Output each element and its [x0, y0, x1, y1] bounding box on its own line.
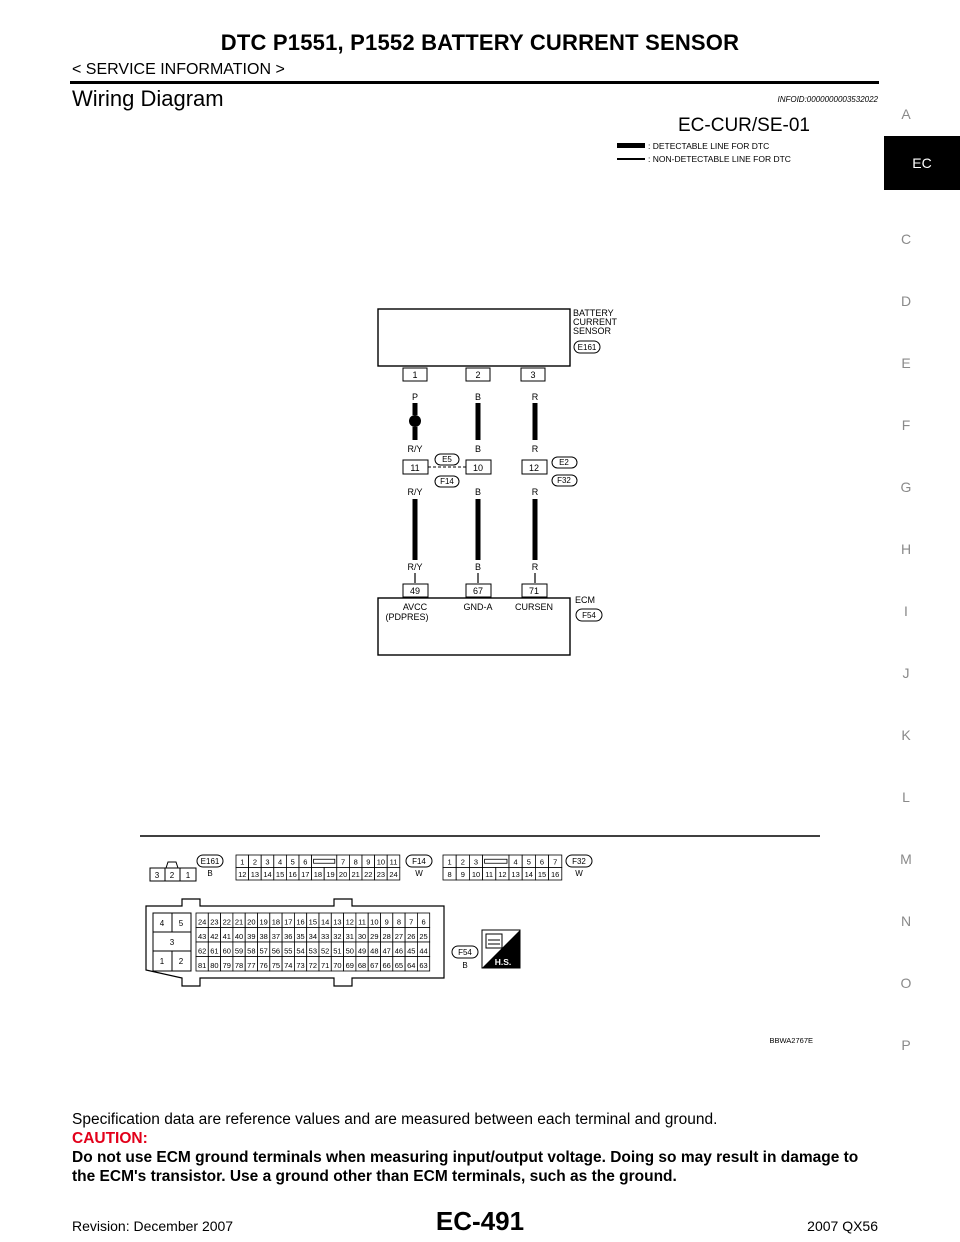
connector-pin-label: 14	[524, 870, 533, 879]
connector-pin-label: 24	[197, 917, 207, 927]
connector-pin-label: 9	[366, 857, 371, 867]
connector-pin-label: 39	[247, 932, 256, 941]
connector-pin-label: 7	[409, 917, 414, 927]
connector-pin-label: 32	[333, 932, 342, 941]
side-index-letter-active[interactable]: EC	[884, 136, 960, 190]
connector-pin-label: 70	[333, 961, 342, 970]
connector-pin-label: 74	[284, 961, 293, 970]
connector-pin-label: 45	[407, 946, 416, 956]
connector-pin-label: 77	[247, 961, 256, 970]
ecm-terminal-name: GND-A	[463, 602, 493, 612]
section-subtitle: < SERVICE INFORMATION >	[72, 61, 285, 78]
connector-pin-label: 16	[551, 870, 560, 879]
connector-pin-label: 19	[326, 870, 335, 879]
side-index-letter[interactable]: C	[900, 231, 912, 247]
connector-pin-label: 10	[370, 917, 379, 927]
connector-pin-label: 12	[238, 870, 247, 879]
connector-pin-label: 13	[333, 917, 342, 927]
ecm-pin-label: 71	[528, 586, 540, 596]
ecm-connector-id: F54	[582, 611, 596, 620]
connector-pin-label: 11	[358, 917, 366, 927]
wire-color-label: R/Y	[407, 562, 423, 572]
connector-pin-label: 68	[357, 961, 367, 970]
connector-pin-label: 9	[384, 917, 389, 927]
connector-view-e161	[150, 855, 223, 881]
footer-model: 2007 QX56	[807, 1218, 878, 1234]
connector-pin-label: 57	[259, 946, 268, 956]
connector-pin-label: 22	[364, 870, 373, 879]
wire-color-label: R	[531, 444, 539, 454]
legend-detectable-text: : DETECTABLE LINE FOR DTC	[648, 141, 770, 151]
connector-pin-label: 31	[345, 932, 354, 941]
ecm-pins	[403, 584, 547, 597]
wire-color-label: R	[531, 562, 539, 572]
connector-pin-label: 28	[382, 932, 391, 941]
connector-pin-label: 20	[247, 917, 256, 927]
legend-non-detectable-line	[617, 158, 645, 160]
joint-connector-id: E5	[442, 455, 452, 464]
sensor-name-line1: BATTERY	[573, 308, 614, 318]
connector-pin-label: 60	[222, 946, 231, 956]
connector-pin-label: 22	[222, 917, 231, 927]
connector-pin-label: 4	[513, 857, 518, 867]
connector-view-f14	[236, 855, 400, 880]
body-text	[72, 1110, 884, 1186]
connector-pin-label: 34	[308, 932, 318, 941]
connector-pin-label: 18	[313, 870, 323, 879]
side-index-letter[interactable]: H	[900, 541, 912, 557]
connector-pin-label: 11	[389, 857, 398, 867]
connector-pin-label: 52	[320, 946, 330, 956]
connector-pin-label: 55	[284, 946, 293, 956]
harness-side-label: H.S.	[494, 957, 512, 967]
connector-pin-label: 41	[222, 932, 231, 941]
connector-pin-label: 3	[473, 857, 479, 867]
connector-pin-label: 43	[197, 932, 207, 941]
connector-color: B	[207, 869, 213, 878]
joint-connector-id: E2	[559, 458, 569, 467]
connector-pin-label: 18	[271, 917, 281, 927]
connector-pin-label: 4	[278, 857, 283, 867]
connector-color: W	[575, 869, 583, 878]
sensor-name-line3: SENSOR	[573, 326, 612, 336]
connector-pin-label: 71	[320, 961, 330, 970]
connector-pin-label: 58	[247, 946, 256, 956]
connector-pin-label: 1	[240, 857, 245, 867]
connector-pin-label: 13	[511, 870, 520, 879]
connector-pin-label: 6	[421, 917, 426, 927]
side-index-letter[interactable]: L	[902, 789, 910, 805]
connector-pin-label: 14	[320, 917, 330, 927]
connector-pin-label: 17	[301, 870, 310, 879]
connector-pin-label: 10	[471, 870, 481, 879]
sensor-name-line2: CURRENT	[573, 317, 617, 327]
info-id: INFOID:0000000003532022	[777, 95, 878, 104]
connector-pin-label: 21	[234, 917, 244, 927]
side-index-letter[interactable]: G	[900, 479, 912, 495]
side-index-letter[interactable]: A	[901, 106, 911, 122]
connector-pin-label: 7	[553, 857, 558, 867]
connector-pin-label: 2	[169, 871, 175, 880]
connector-pin-label: 3	[169, 938, 175, 947]
ecm-terminal-name: AVCC	[402, 602, 428, 612]
wire-color-label: R	[531, 392, 539, 402]
connector-pin-label: 33	[320, 932, 330, 941]
wire-color-label: B	[474, 487, 482, 497]
connector-pin-label: 6	[303, 857, 308, 867]
connector-pin-label: 59	[234, 946, 244, 956]
connector-pin-label: 2	[460, 857, 465, 867]
connector-pin-label: 36	[284, 932, 293, 941]
wire-color-label: P	[411, 392, 419, 402]
connector-pin-label: 47	[382, 946, 391, 956]
connector-pin-label: 66	[382, 961, 391, 970]
side-index-letter[interactable]: K	[901, 727, 911, 743]
connector-pin-label: 54	[296, 946, 305, 956]
connector-id: E161	[200, 857, 220, 866]
wire-color-label: B	[474, 392, 482, 402]
connector-pin-label: 19	[259, 917, 268, 927]
side-index-letter[interactable]: J	[902, 665, 910, 681]
connector-pin-label: 76	[259, 961, 268, 970]
wire-color-label: B	[474, 562, 482, 572]
connector-pin-label: 17	[284, 917, 293, 927]
connector-pin-label: 48	[370, 946, 379, 956]
diagram-code: EC-CUR/SE-01	[678, 115, 810, 136]
connector-pin-label: 72	[308, 961, 318, 970]
harness-side-icon	[482, 930, 520, 968]
connector-pin-label: 79	[222, 961, 231, 970]
connector-pin-label: 56	[271, 946, 281, 956]
page-title: DTC P1551, P1552 BATTERY CURRENT SENSOR	[220, 30, 740, 55]
connector-pin-label: 2	[252, 857, 257, 867]
side-index-letter[interactable]: O	[900, 975, 912, 991]
connector-color: W	[415, 869, 423, 878]
connector-pin-label: 67	[370, 961, 379, 970]
side-index-letter[interactable]: M	[900, 851, 912, 867]
connector-color: B	[462, 961, 468, 970]
connector-pin-label: 62	[197, 946, 207, 956]
wire-color-label: R/Y	[407, 487, 423, 497]
legend-detectable-line	[617, 143, 645, 148]
connector-pin-label: 21	[351, 870, 360, 879]
connector-pin-label: 6	[539, 857, 545, 867]
connector-pin-label: 1	[447, 857, 452, 867]
connector-pin-label: 2	[178, 957, 184, 966]
connector-pin-label: 49	[357, 946, 367, 956]
connector-pin-label: 12	[498, 870, 507, 879]
side-index-letter[interactable]: E	[901, 355, 911, 371]
connector-pin-label: 16	[296, 917, 305, 927]
connector-pin-label: 30	[357, 932, 367, 941]
wire-segment-upper	[415, 403, 535, 440]
joint-pin-label: 10	[472, 463, 484, 473]
connector-id: F54	[458, 948, 472, 957]
connector-pin-label: 73	[296, 961, 305, 970]
connector-pin-label: 5	[178, 919, 184, 928]
wire-splice-point	[409, 415, 421, 427]
joint-connector-id: F14	[440, 477, 454, 486]
sensor-connector-id: E161	[577, 343, 597, 352]
connector-pin-label: 4	[159, 919, 165, 928]
connector-id: F14	[412, 857, 426, 866]
connector-pin-label: 8	[353, 857, 358, 867]
connector-pin-label: 80	[210, 961, 219, 970]
joint-pin-label: 11	[410, 463, 420, 473]
joint-connectors	[403, 454, 577, 487]
connector-pin-label: 37	[271, 932, 281, 941]
sensor-box	[378, 309, 570, 366]
legend-non-detectable-text: : NON-DETECTABLE LINE FOR DTC	[648, 154, 791, 164]
wire-segment-lower	[415, 499, 535, 560]
caution-body: Do not use ECM ground terminals when measuring input/output voltage. Doing so may result in damage to the ECM's transistor. Use a ground other than ECM terminals, such as the ground.	[72, 1149, 859, 1185]
ecm-pin-label: 67	[472, 586, 484, 596]
wire-color-label: B	[474, 444, 482, 454]
connector-pin-label: 8	[396, 917, 402, 927]
ecm-pin-label: 49	[409, 586, 421, 596]
sensor-pin-label: 2	[475, 370, 481, 380]
connector-view-f54	[146, 899, 478, 986]
connector-pin-label: 40	[234, 932, 244, 941]
connector-pin-label: 3	[154, 871, 160, 880]
connector-pin-label: 20	[338, 870, 348, 879]
connector-pin-label: 63	[419, 961, 428, 970]
wire-color-label: R	[531, 487, 539, 497]
connector-pin-cell	[312, 855, 337, 868]
ecm-terminal-name: CURSEN	[514, 602, 554, 612]
sensor-pin-label: 3	[530, 370, 536, 380]
sensor-pin-label: 1	[412, 370, 418, 380]
joint-connector-id: F32	[557, 476, 571, 485]
connector-pin-label: 7	[341, 857, 346, 867]
connector-pin-label: 23	[210, 917, 219, 927]
side-index-letter[interactable]: P	[901, 1037, 911, 1053]
connector-pin-label: 24	[389, 870, 398, 879]
connector-pin-label: 42	[210, 932, 219, 941]
connector-pin-label: 5	[526, 857, 531, 867]
connector-pin-label: 3	[265, 857, 270, 867]
connector-pin-label: 44	[419, 946, 428, 956]
diagram-heading: Wiring Diagram	[72, 86, 224, 111]
ecm-name: ECM	[575, 595, 595, 605]
connector-pin-label: 26	[407, 932, 416, 941]
connector-pin-label: 9	[460, 870, 465, 879]
connector-pin-label: 51	[333, 946, 342, 956]
connector-pin-label: 61	[210, 946, 219, 956]
footer-page-number: EC-491	[435, 1206, 525, 1236]
footer-revision: Revision: December 2007	[72, 1218, 234, 1234]
connector-pin-cell	[483, 855, 509, 868]
connector-pin-label: 8	[447, 870, 452, 879]
side-index-letter[interactable]: D	[900, 293, 912, 309]
side-index-letter[interactable]: F	[901, 417, 911, 433]
connector-pin-label: 1	[159, 957, 165, 966]
connector-pin-label: 11	[485, 870, 494, 879]
joint-pin-label: 12	[528, 463, 540, 473]
connector-pin-label: 50	[345, 946, 354, 956]
connector-pin-label: 14	[263, 870, 272, 879]
connector-pin-label: 53	[308, 946, 318, 956]
caution-title: CAUTION:	[72, 1130, 148, 1147]
connector-pin-label: 15	[537, 870, 547, 879]
figure-id: BBWA2767E	[769, 1036, 813, 1045]
connector-pin-label: 81	[197, 961, 207, 970]
side-index-letter[interactable]: I	[904, 603, 908, 619]
connector-id: F32	[572, 857, 586, 866]
connector-pin-label: 15	[275, 870, 285, 879]
connector-pin-label: 12	[345, 917, 354, 927]
connector-pin-label: 64	[407, 961, 416, 970]
connector-pin-label: 25	[419, 932, 428, 941]
sensor-pins	[403, 368, 545, 381]
connector-pin-label: 23	[376, 870, 386, 879]
connector-pin-label: 16	[288, 870, 297, 879]
connector-pin-label: 65	[394, 961, 404, 970]
ecm-terminal-name: (PDPRES)	[385, 612, 429, 622]
connector-pin-label: 27	[394, 932, 404, 941]
connector-pin-label: 1	[185, 871, 191, 880]
connector-pin-label: 38	[259, 932, 268, 941]
side-index-letter[interactable]: N	[900, 913, 912, 929]
connector-view-f32	[443, 855, 562, 880]
connector-pin-label: 5	[290, 857, 295, 867]
connector-pin-label: 15	[308, 917, 318, 927]
connector-pin-label: 29	[370, 932, 379, 941]
connector-pin-label: 46	[394, 946, 404, 956]
spec-note: Specification data are reference values and are measured between each terminal and ground.	[72, 1111, 718, 1128]
connector-pin-label: 78	[234, 961, 244, 970]
connector-pin-label: 75	[271, 961, 281, 970]
wire-color-label: R/Y	[407, 444, 423, 454]
connector-pin-label: 69	[345, 961, 354, 970]
connector-pin-label: 35	[296, 932, 305, 941]
connector-pin-label: 13	[250, 870, 260, 879]
connector-pin-label: 10	[376, 857, 386, 867]
